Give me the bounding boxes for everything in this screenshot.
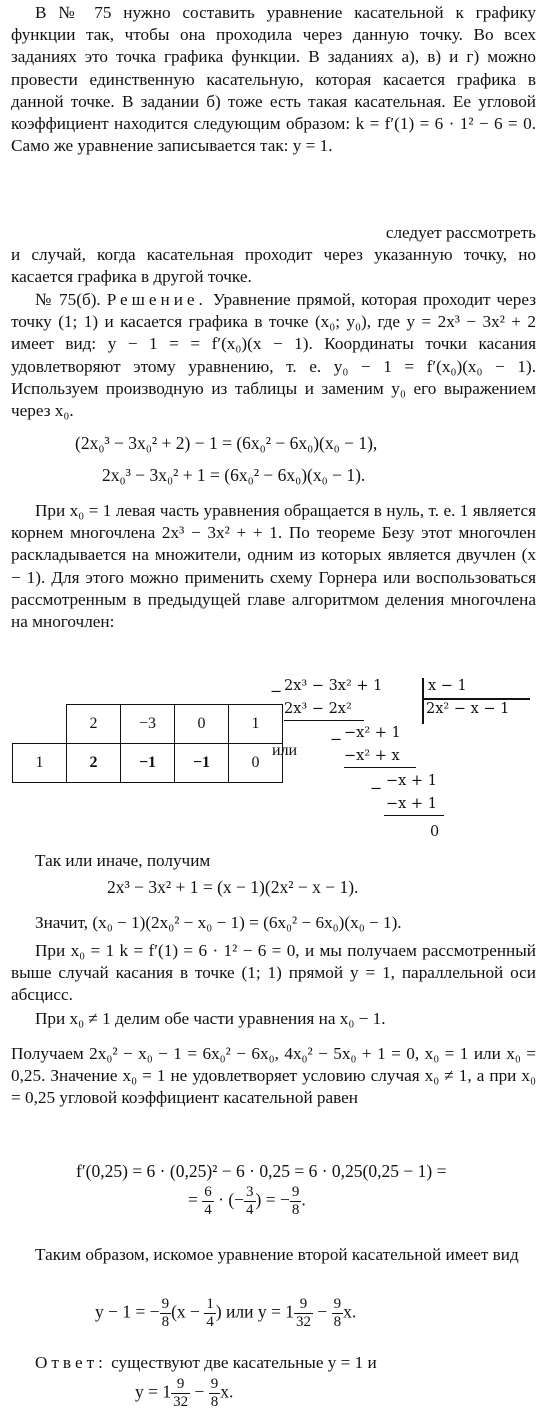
paragraph-result: Так или иначе, получим bbox=[35, 851, 211, 870]
minus-sign: − bbox=[370, 781, 383, 797]
equation-4: f′(0,25) = 6 · (0,25)² − 6 · 0,25 = 6 · 0,25(0,25 − 1) = bbox=[76, 1161, 447, 1181]
problem-number: № 75(б). bbox=[35, 290, 101, 309]
answer-label: Ответ: bbox=[35, 1353, 107, 1372]
numerator: 9 bbox=[161, 1296, 170, 1312]
paragraph-bezout: При x₀ = 1 левая часть уравнения обращается в нуль, т. е. 1 является корнем многочлена 2x³ − 3x² + + 1. По теореме Безу этот многочлен раскладывается на множители, одним из которых является двучлен (x − 1). Для этого можно применить схему Горнера или воспользоваться рассмотренным в предыдущей главе алгоритмом деления многочлена на многочлен: bbox=[11, 501, 536, 632]
paragraph-therefore: Значит, (x₀ − 1)(2x₀² − x₀ − 1) = (6x₀² − 6x₀)(x₀ − 1). bbox=[35, 913, 402, 932]
minus-sign: − bbox=[270, 684, 283, 700]
minus-sign: − bbox=[330, 732, 343, 748]
horner-cell: 2 bbox=[67, 705, 121, 744]
fraction bbox=[171, 1376, 190, 1411]
numerator: 9 bbox=[291, 1184, 300, 1200]
division-bar bbox=[422, 678, 424, 724]
eq-text: − bbox=[190, 1381, 209, 1402]
or-word: или bbox=[272, 742, 298, 759]
fraction bbox=[160, 1296, 172, 1331]
denominator: 4 bbox=[246, 1202, 254, 1218]
fraction bbox=[294, 1296, 313, 1331]
numerator: 9 bbox=[210, 1376, 219, 1392]
equation-6 bbox=[95, 1296, 356, 1331]
division-rule bbox=[384, 815, 444, 816]
solution-text: Уравнение прямой, которая проходит через точку (1; 1) и касается графика в точке (x₀; y₀), где y = 2x³ − 3x² + 2 имеет вид: y − 1 = = f′(x₀)(x − 1). Координаты точки касания удовлетворяют этому уравнению, т. е. y₀ − 1 = f′(x₀)(x₀ − 1). Используем производную из таблицы и заменим y₀ его выражением через x₀. bbox=[11, 290, 536, 421]
numerator: 9 bbox=[294, 1296, 313, 1314]
eq-text: − bbox=[312, 1301, 332, 1322]
paragraph-case-head: следует рассмотреть bbox=[385, 223, 536, 242]
denominator: 32 bbox=[173, 1394, 189, 1410]
horner-cell: 0 bbox=[229, 744, 283, 783]
solution-label: Решение. bbox=[106, 290, 207, 309]
answer-equation bbox=[135, 1376, 233, 1411]
dividend: 2x³ − 3x² + 1 bbox=[284, 678, 383, 694]
equation-2: 2x₀³ − 3x₀² + 1 = (6x₀² − 6x₀)(x₀ − 1). bbox=[102, 465, 366, 485]
denominator: 4 bbox=[204, 1202, 212, 1218]
fraction bbox=[204, 1296, 216, 1331]
denominator: 32 bbox=[295, 1314, 311, 1330]
eq-text: y − 1 = − bbox=[95, 1301, 160, 1322]
division-rule bbox=[344, 767, 416, 768]
eq-text: · (− bbox=[213, 1189, 245, 1210]
denominator: 8 bbox=[210, 1394, 219, 1410]
paragraph-intro: В № 75 нужно составить уравнение касательной к графику функции так, чтобы она проходила через данную точку. Во всех заданиях это точка графика функции. В заданиях а), в) и г) можно провести единственную касательную, которая касается графика в данной точке. В задании б) тоже есть такая касательная. Ее угловой коэффициент находится следующим образом: k = f′(1) = 6 · 1² − 6 = 0. Само же уравнение записывается так: y = 1. bbox=[11, 3, 536, 156]
paragraph-divide: При x₀ ≠ 1 делим обе части уравнения на x₀ − 1. bbox=[35, 1009, 386, 1028]
denominator: 8 bbox=[333, 1314, 342, 1330]
division-rule bbox=[422, 698, 530, 700]
fraction bbox=[244, 1184, 256, 1219]
eq-text: (x − bbox=[171, 1301, 205, 1322]
quotient: 2x² − x − 1 bbox=[426, 701, 510, 717]
subtrahend-2: −x² + x bbox=[344, 748, 400, 764]
paragraph-solution bbox=[11, 289, 536, 422]
equation-3: 2x³ − 3x² + 1 = (x − 1)(2x² − x − 1). bbox=[107, 877, 359, 897]
horner-cell: 0 bbox=[175, 705, 229, 744]
equation-1: (2x₀³ − 3x₀² + 2) − 1 = (6x₀² − 6x₀)(x₀ − 1), bbox=[75, 433, 378, 453]
subtrahend-1: 2x³ − 2x² bbox=[284, 701, 352, 717]
paragraph-case: и случай, когда касательная проходит через указанную точку, но касается графика в другой точке. bbox=[11, 245, 536, 287]
answer-line bbox=[11, 1352, 536, 1374]
answer-text: существуют две касательные y = 1 и bbox=[111, 1353, 377, 1372]
fraction bbox=[209, 1376, 221, 1411]
numerator: 6 bbox=[204, 1184, 212, 1200]
eq-text: ) = − bbox=[255, 1189, 290, 1210]
horner-cell: 1 bbox=[229, 705, 283, 744]
fraction bbox=[202, 1184, 214, 1219]
horner-cell: 2 bbox=[67, 744, 121, 783]
eq-text: = bbox=[188, 1189, 203, 1210]
denominator: 4 bbox=[206, 1314, 214, 1330]
numerator: 9 bbox=[171, 1376, 190, 1394]
fraction bbox=[290, 1184, 302, 1219]
numerator: 9 bbox=[333, 1296, 342, 1312]
eq-text: x. bbox=[343, 1301, 357, 1322]
horner-root-cell: 1 bbox=[13, 744, 67, 783]
eq-text: ) или y = 1 bbox=[215, 1301, 294, 1322]
remainder-final: 0 bbox=[430, 824, 440, 840]
subtrahend-3: −x + 1 bbox=[386, 796, 437, 812]
remainder-2: −x + 1 bbox=[386, 773, 437, 789]
paragraph-conclusion: Таким образом, искомое уравнение второй касательной имеет вид bbox=[35, 1245, 519, 1264]
horner-cell: −1 bbox=[175, 744, 229, 783]
denominator: 8 bbox=[291, 1202, 300, 1218]
eq-text: y = 1 bbox=[135, 1381, 172, 1402]
horner-cell: −1 bbox=[121, 744, 175, 783]
paragraph-roots: Получаем 2x₀² − x₀ − 1 = 6x₀² − 6x₀, 4x₀² − 5x₀ + 1 = 0, x₀ = 1 или x₀ = 0,25. Значение x₀ = 1 не удовлетворяет условию случая x₀ ≠ 1, а при x₀ = 0,25 угловой коэффициент касательной равен bbox=[11, 1044, 536, 1108]
horner-cell-empty bbox=[13, 705, 67, 744]
eq-text: x. bbox=[220, 1381, 234, 1402]
numerator: 1 bbox=[206, 1296, 214, 1312]
fraction bbox=[332, 1296, 344, 1331]
paragraph-case-x1: При x₀ = 1 k = f′(1) = 6 · 1² − 6 = 0, и мы получаем рассмотренный выше случай касания в точке (1; 1) прямой y = 1, параллельной оси абсцисс. bbox=[11, 941, 536, 1005]
horner-cell: −3 bbox=[121, 705, 175, 744]
denominator: 8 bbox=[161, 1314, 170, 1330]
equation-5 bbox=[188, 1184, 306, 1219]
horner-table bbox=[12, 704, 283, 783]
remainder-1: −x² + 1 bbox=[344, 725, 401, 741]
division-rule bbox=[284, 720, 364, 721]
numerator: 3 bbox=[246, 1184, 254, 1200]
divisor: x − 1 bbox=[428, 678, 467, 694]
eq-text: . bbox=[301, 1189, 306, 1210]
